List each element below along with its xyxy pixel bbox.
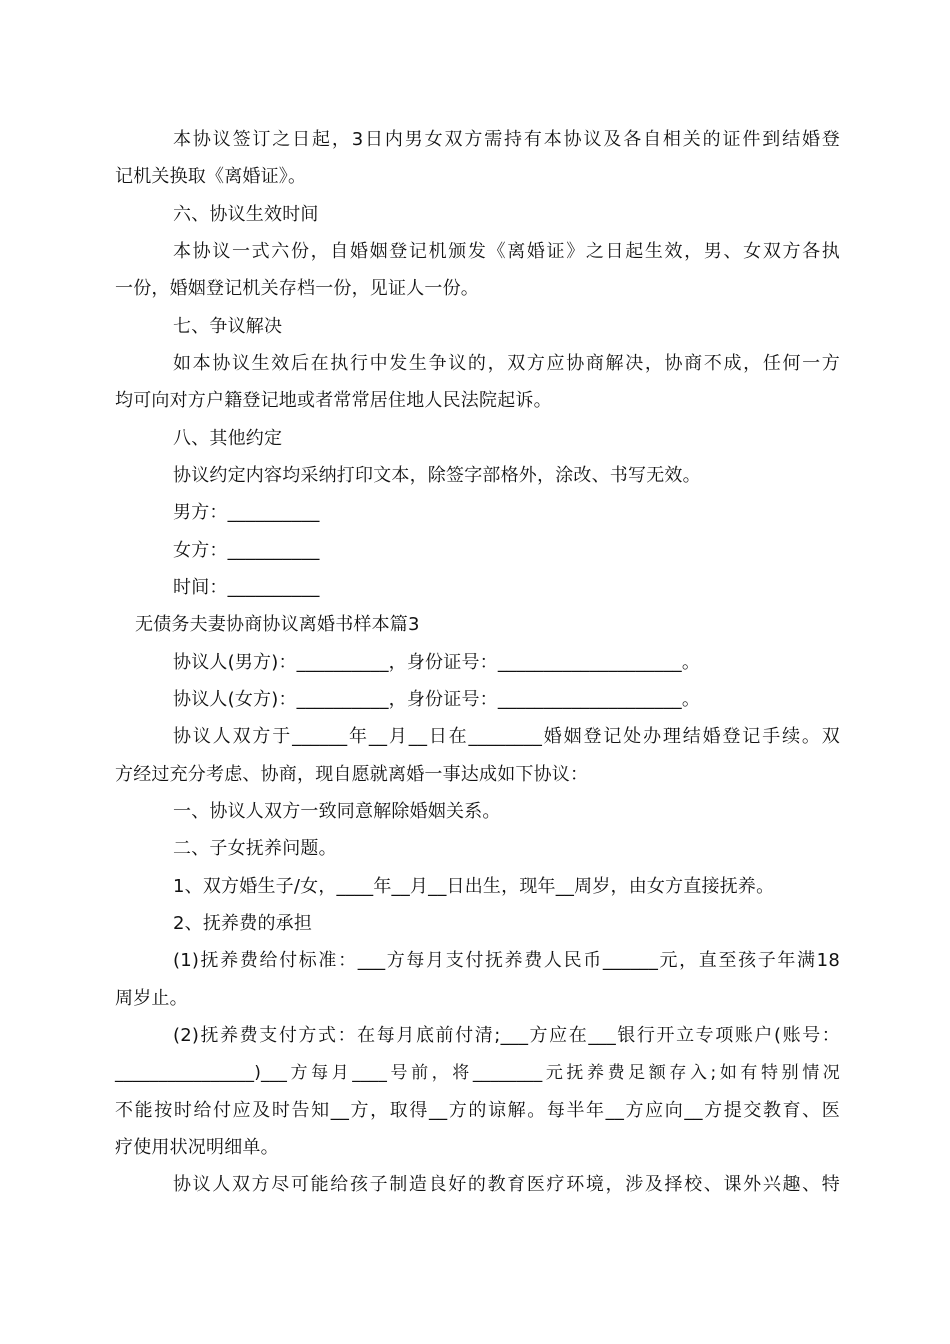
paragraph-line: 记机关换取《离婚证》。	[115, 166, 307, 187]
paragraph-line: 疗使用状况明细单。	[115, 1137, 279, 1158]
paragraph-line: (2)抚养费支付方式：在每月底前付清;___方应在___银行开立专项账户(账号：	[173, 1025, 840, 1046]
paragraph-line: 一份，婚姻登记机关存档一份，见证人一份。	[115, 278, 479, 299]
paragraph-line: 协议人双方尽可能给孩子制造良好的教育医疗环境，涉及择校、课外兴趣、特	[173, 1174, 840, 1195]
paragraph-line: 协议人双方于______年__月__日在________婚姻登记处办理结婚登记手续。双	[173, 726, 840, 747]
paragraph-line: 均可向对方户籍登记地或者常常居住地人民法院起诉。	[115, 390, 552, 411]
party-line-male: 协议人(男方)：__________，身份证号：____________________。	[173, 652, 701, 673]
paragraph-line: 1、双方婚生子/女，____年__月__日出生，现年__周岁，由女方直接抚养。	[173, 876, 775, 897]
signature-field-female: 女方：__________	[173, 540, 320, 561]
paragraph-line: (1)抚养费给付标准：___方每月支付抚养费人民币______元，直至孩子年满18	[173, 950, 840, 971]
signature-field-date: 时间：__________	[173, 577, 320, 598]
section-heading: 一、协议人双方一致同意解除婚姻关系。	[173, 801, 501, 822]
section-heading: 2、抚养费的承担	[173, 913, 313, 934]
signature-field-male: 男方：__________	[173, 502, 320, 523]
paragraph-line: ________________)___方每月____号前，将________元抚养费足额存入;如有特别情况	[115, 1063, 840, 1083]
document-title: 无债务夫妻协商协议离婚书样本篇3	[135, 614, 420, 635]
section-heading: 七、争议解决	[173, 316, 283, 337]
paragraph-line: 协议约定内容均采纳打印文本，除签字部格外，涂改、书写无效。	[173, 465, 701, 486]
section-heading: 二、子女抚养问题。	[173, 838, 337, 859]
paragraph-line: 本协议签订之日起，3日内男女双方需持有本协议及各自相关的证件到结婚登	[173, 129, 840, 150]
paragraph-line: 周岁止。	[115, 988, 188, 1009]
section-heading: 六、协议生效时间	[173, 204, 319, 225]
paragraph-line: 不能按时给付应及时告知__方，取得__方的谅解。每半年__方应向__方提交教育、医	[115, 1100, 840, 1121]
party-line-female: 协议人(女方)：__________，身份证号：____________________。	[173, 689, 701, 710]
paragraph-line: 本协议一式六份，自婚姻登记机颁发《离婚证》之日起生效，男、女双方各执	[173, 241, 840, 262]
section-heading: 八、其他约定	[173, 428, 283, 449]
paragraph-line: 如本协议生效后在执行中发生争议的，双方应协商解决，协商不成，任何一方	[173, 353, 840, 374]
paragraph-line: 方经过充分考虑、协商，现自愿就离婚一事达成如下协议：	[115, 764, 589, 785]
